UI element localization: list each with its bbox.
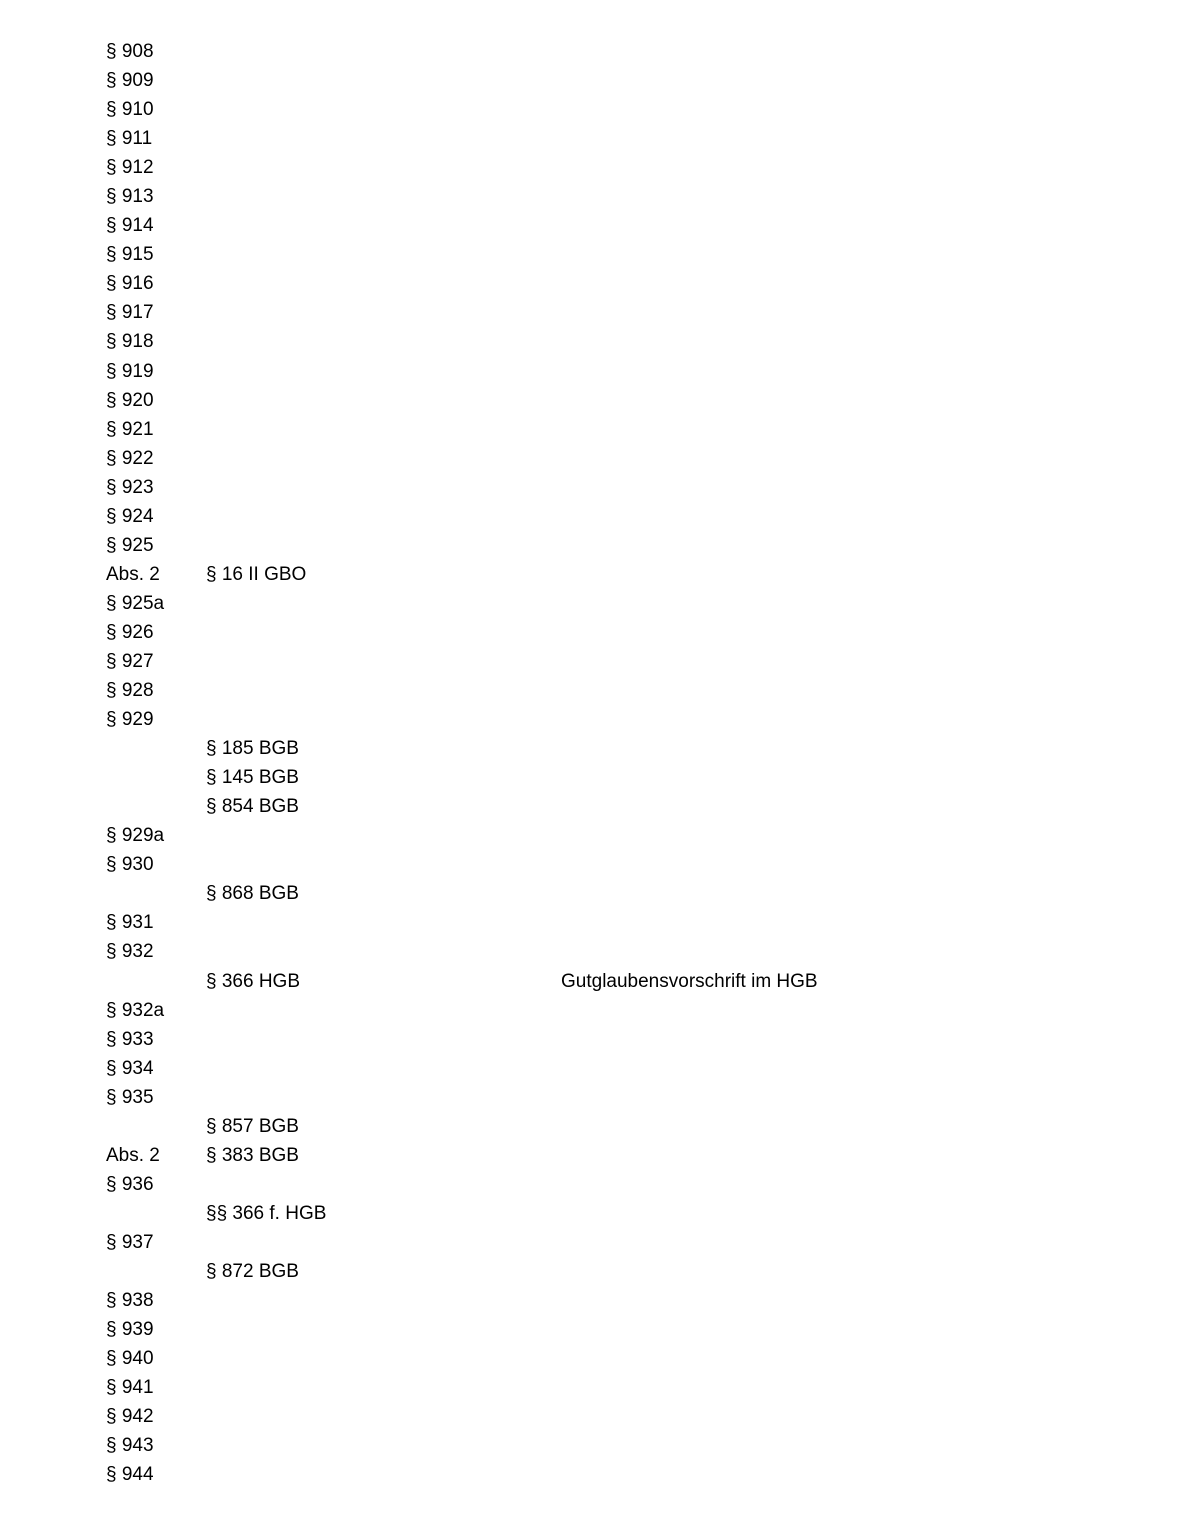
- table-row: [0, 1228, 1190, 1257]
- table-row: [0, 560, 1190, 589]
- reference-cell: § 854 BGB: [206, 796, 299, 818]
- section-cell: § 943: [106, 1435, 154, 1457]
- section-cell: § 922: [106, 447, 154, 469]
- table-row: [0, 1054, 1190, 1083]
- reference-cell: § 872 BGB: [206, 1260, 299, 1282]
- table-row: [0, 647, 1190, 676]
- section-cell: § 925: [106, 534, 154, 556]
- table-row: [0, 298, 1190, 327]
- reference-cell: § 868 BGB: [206, 883, 299, 905]
- table-row: [0, 1025, 1190, 1054]
- section-cell: § 921: [106, 418, 154, 440]
- table-row: [0, 1431, 1190, 1460]
- reference-cell: § 366 HGB: [206, 970, 300, 992]
- table-row: [0, 734, 1190, 763]
- table-row: [0, 240, 1190, 269]
- table-row: [0, 850, 1190, 879]
- section-cell: § 918: [106, 331, 154, 353]
- reference-cell: § 857 BGB: [206, 1115, 299, 1137]
- table-row: [0, 1257, 1190, 1286]
- table-row: [0, 182, 1190, 211]
- table-row: [0, 1170, 1190, 1199]
- table-row: [0, 153, 1190, 182]
- table-row: [0, 124, 1190, 153]
- table-row: [0, 821, 1190, 850]
- table-row: [0, 908, 1190, 937]
- section-cell: § 923: [106, 476, 154, 498]
- table-row: [0, 1402, 1190, 1431]
- reference-cell: § 145 BGB: [206, 767, 299, 789]
- section-cell: § 916: [106, 273, 154, 295]
- section-cell: § 910: [106, 99, 154, 121]
- table-row: [0, 879, 1190, 908]
- section-cell: § 937: [106, 1231, 154, 1253]
- section-cell: § 938: [106, 1290, 154, 1312]
- section-cell: § 927: [106, 650, 154, 672]
- section-cell: § 944: [106, 1464, 154, 1486]
- table-row: [0, 618, 1190, 647]
- table-row: [0, 763, 1190, 792]
- section-cell: § 924: [106, 505, 154, 527]
- section-cell: § 940: [106, 1348, 154, 1370]
- table-row: [0, 1286, 1190, 1315]
- document-sheet: [0, 37, 1190, 1489]
- reference-cell: § 16 II GBO: [206, 563, 307, 585]
- section-cell: § 913: [106, 186, 154, 208]
- section-cell: § 908: [106, 41, 154, 62]
- table-row: [0, 473, 1190, 502]
- section-cell: § 930: [106, 854, 154, 876]
- table-row: [0, 589, 1190, 618]
- section-cell: § 933: [106, 1028, 154, 1050]
- section-cell: § 939: [106, 1319, 154, 1341]
- reference-cell: § 185 BGB: [206, 738, 299, 760]
- table-row: [0, 444, 1190, 473]
- table-row: [0, 967, 1190, 996]
- section-cell: § 915: [106, 244, 154, 266]
- table-row: [0, 792, 1190, 821]
- table-row: [0, 502, 1190, 531]
- section-cell: § 919: [106, 360, 154, 382]
- section-cell: § 928: [106, 680, 154, 702]
- table-row: [0, 1083, 1190, 1112]
- section-cell: § 912: [106, 157, 154, 179]
- table-row: [0, 37, 1190, 66]
- note-cell: Gutglaubensvorschrift im HGB: [561, 970, 818, 992]
- section-cell: § 932a: [106, 999, 165, 1021]
- table-row: [0, 66, 1190, 95]
- table-row: [0, 415, 1190, 444]
- table-row: [0, 357, 1190, 386]
- table-row: [0, 996, 1190, 1025]
- section-cell: § 926: [106, 621, 154, 643]
- table-row: [0, 269, 1190, 298]
- section-cell: § 936: [106, 1173, 154, 1195]
- section-cell: § 925a: [106, 592, 165, 614]
- section-cell: § 934: [106, 1057, 154, 1079]
- section-cell: § 911: [106, 128, 153, 150]
- table-row: [0, 676, 1190, 705]
- table-row: [0, 705, 1190, 734]
- section-cell: § 941: [106, 1377, 154, 1399]
- table-row: [0, 1460, 1190, 1489]
- table-row: [0, 531, 1190, 560]
- table-row: [0, 211, 1190, 240]
- section-cell: § 935: [106, 1086, 154, 1108]
- section-cell: § 917: [106, 302, 154, 324]
- section-cell: § 909: [106, 70, 154, 92]
- section-cell: § 920: [106, 389, 154, 411]
- table-row: [0, 1112, 1190, 1141]
- reference-cell: §§ 366 f. HGB: [206, 1202, 327, 1224]
- section-cell: § 932: [106, 941, 154, 963]
- table-row: [0, 1141, 1190, 1170]
- table-row: [0, 1315, 1190, 1344]
- section-cell: Abs. 2: [106, 563, 160, 585]
- section-cell: § 929a: [106, 825, 165, 847]
- table-row: [0, 327, 1190, 356]
- section-cell: Abs. 2: [106, 1144, 160, 1166]
- section-cell: § 931: [106, 912, 154, 934]
- table-row: [0, 386, 1190, 415]
- section-cell: § 929: [106, 709, 154, 731]
- table-row: [0, 1373, 1190, 1402]
- table-row: [0, 1199, 1190, 1228]
- reference-cell: § 383 BGB: [206, 1144, 299, 1166]
- table-row: [0, 1344, 1190, 1373]
- table-row: [0, 95, 1190, 124]
- section-cell: § 914: [106, 215, 154, 237]
- section-cell: § 942: [106, 1406, 154, 1428]
- table-row: [0, 937, 1190, 966]
